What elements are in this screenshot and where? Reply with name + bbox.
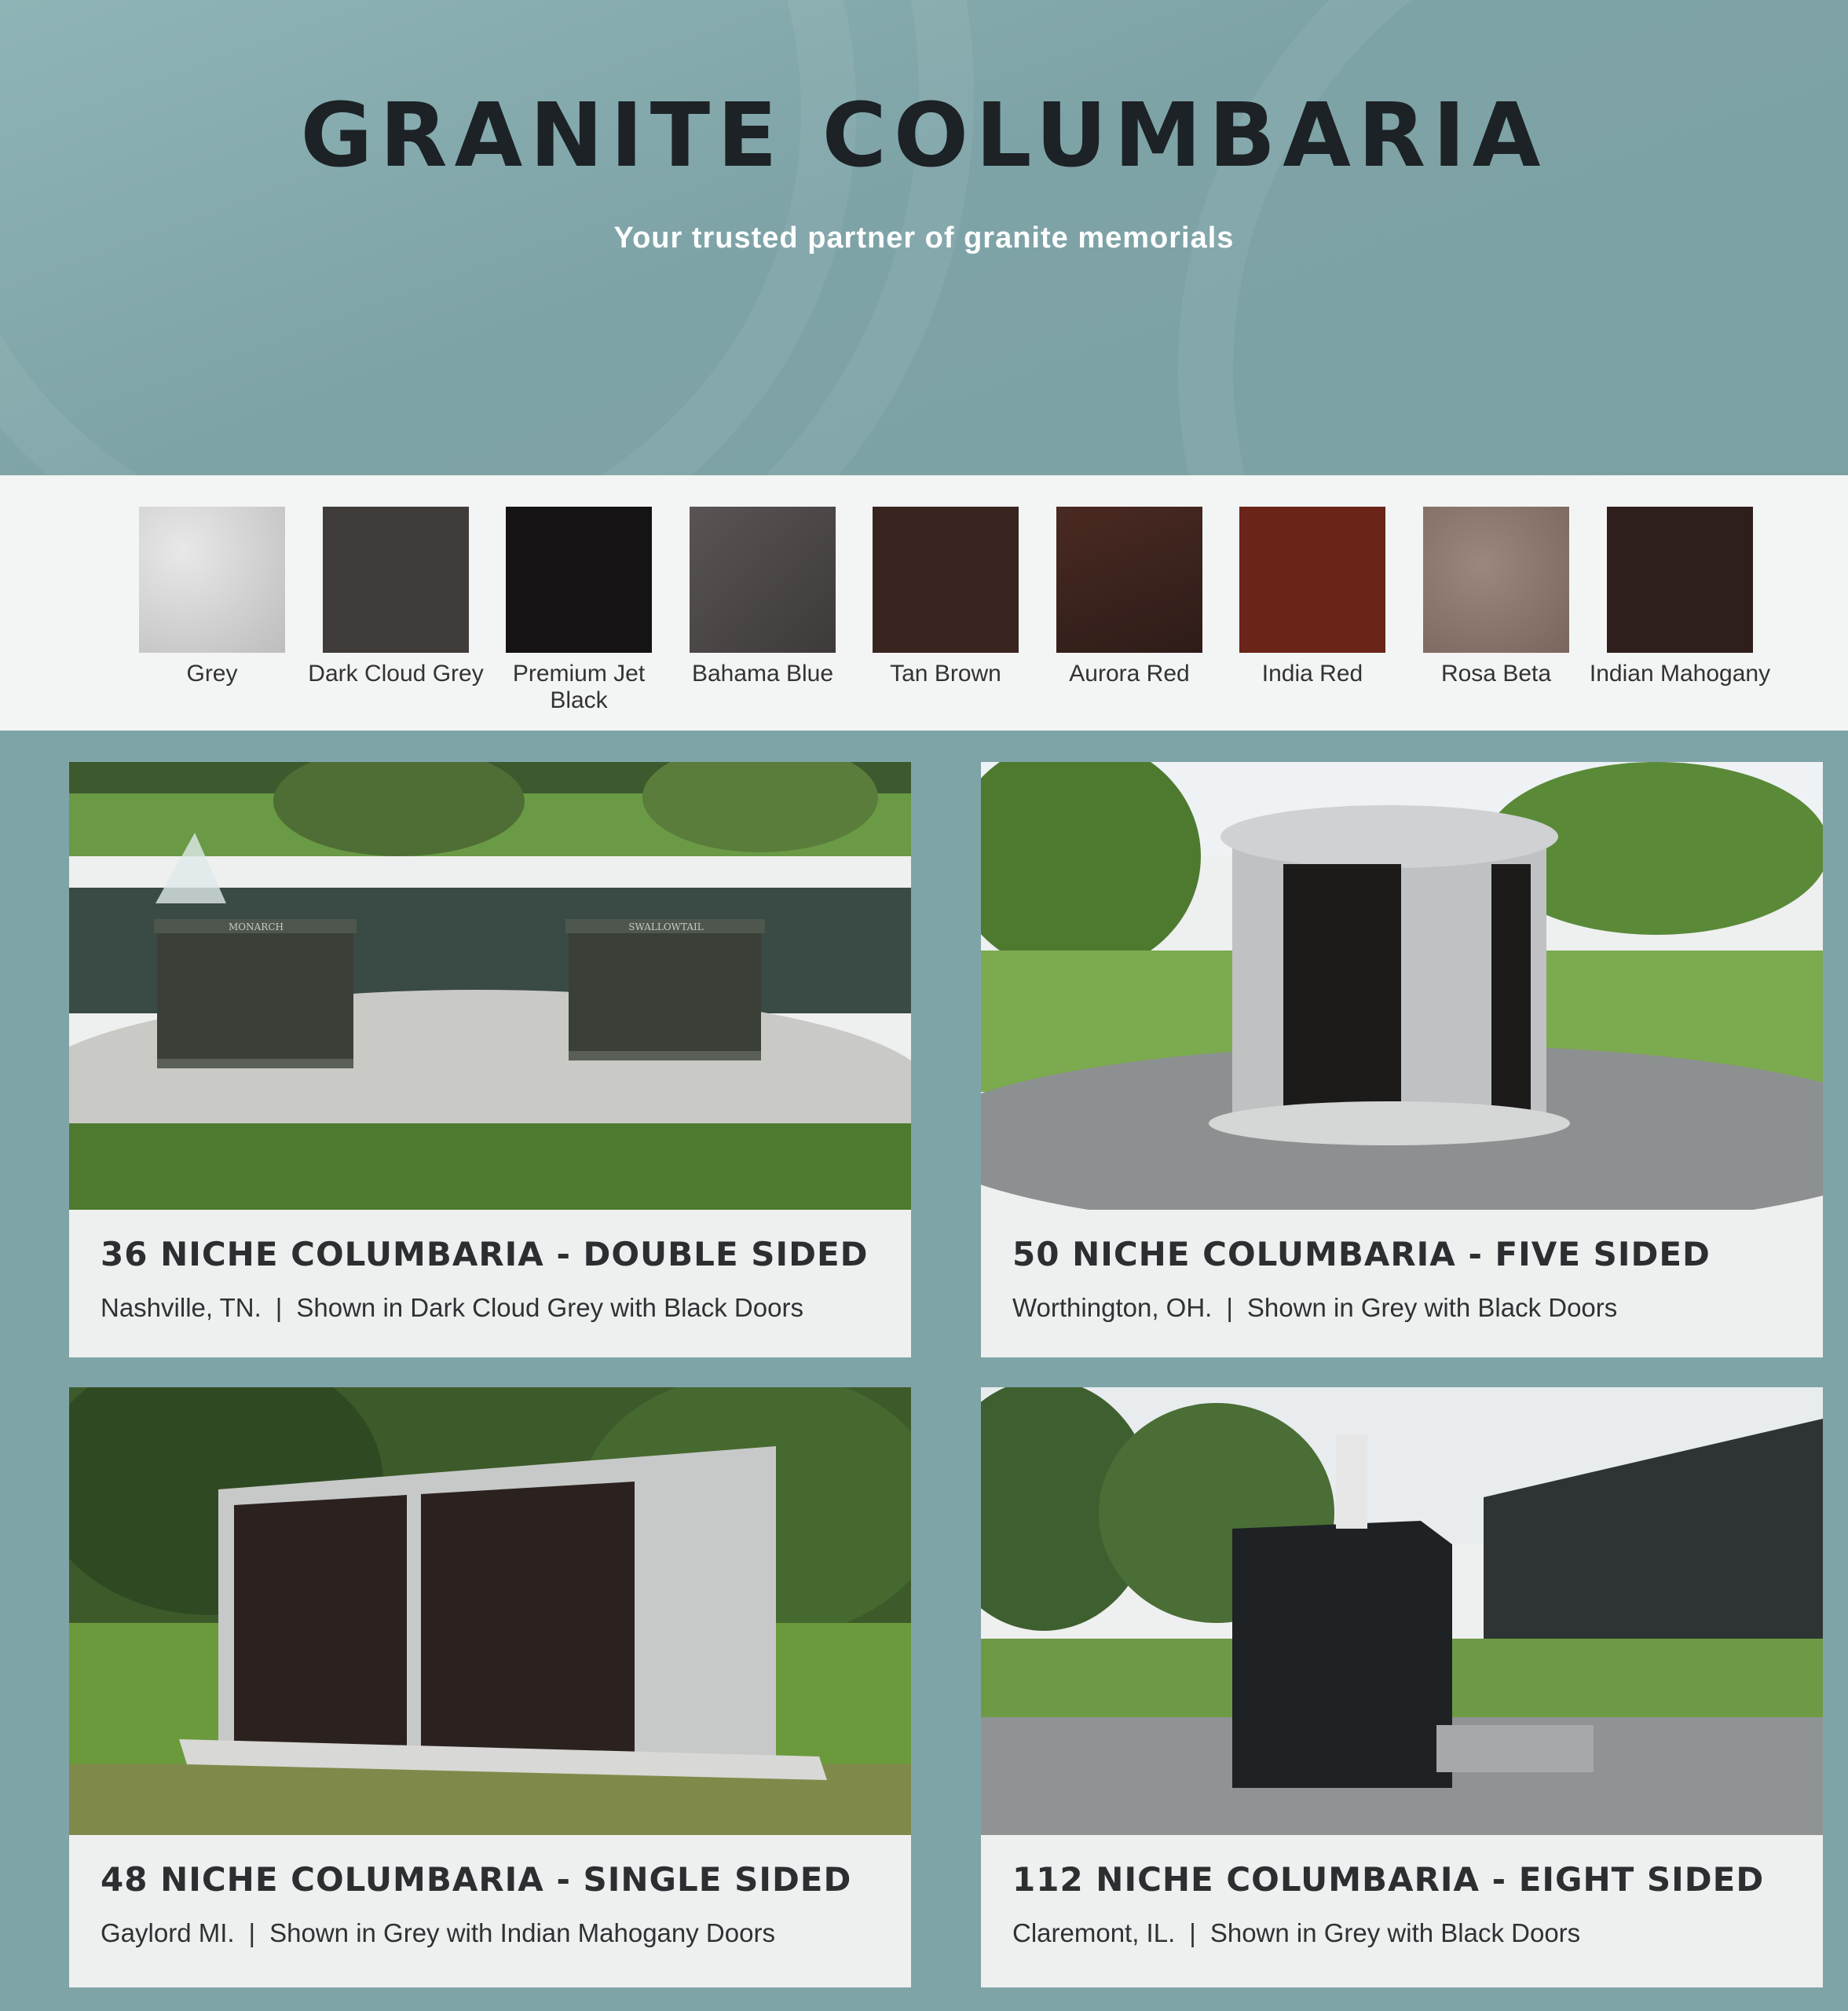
- product-photo: [981, 762, 1823, 1210]
- swatch-label: Tan Brown: [890, 661, 1001, 687]
- caption-separator: |: [1226, 1293, 1233, 1322]
- product-card-112-niche: [981, 1387, 1823, 1987]
- product-photo: [69, 762, 911, 1210]
- product-title: 48 NICHE COLUMBARIA - SINGLE SIDED: [101, 1860, 852, 1899]
- swatch-grey: [139, 507, 285, 653]
- swatch-aurora-red: [1056, 507, 1202, 653]
- page-subtitle: Your trusted partner of granite memorials: [613, 222, 1235, 255]
- page-title: GRANITE COLUMBARIA: [300, 85, 1548, 187]
- swatch-india-red: [1239, 507, 1385, 653]
- swatch-label: Premium Jet Black: [512, 661, 646, 713]
- product-location: Worthington, OH.: [1012, 1293, 1213, 1322]
- product-description: Shown in Grey with Black Doors: [1209, 1918, 1581, 1947]
- swatch-label: Bahama Blue: [691, 661, 834, 687]
- swatch-rosa-beta: [1423, 507, 1569, 653]
- columbarium-right: [565, 919, 765, 1060]
- caption-separator: |: [275, 1293, 283, 1322]
- swatch-tan-brown: [873, 507, 1019, 653]
- swatch-dark-cloud-grey: [323, 507, 469, 653]
- product-card-50-niche: [981, 762, 1823, 1357]
- caption-separator: |: [248, 1918, 256, 1947]
- product-title: 36 NICHE COLUMBARIA - DOUBLE SIDED: [101, 1235, 869, 1273]
- swatch-indian-mahogany: [1607, 507, 1753, 653]
- swatch-label: Grey: [186, 661, 238, 687]
- product-location: Gaylord MI.: [101, 1918, 235, 1947]
- swatch-label: Aurora Red: [1069, 661, 1190, 687]
- product-card-36-niche: [69, 762, 911, 1357]
- swatch-label: Indian Mahogany: [1589, 661, 1771, 687]
- product-caption: [1012, 1918, 1580, 1948]
- swatch-label: India Red: [1261, 661, 1363, 687]
- swatch-label: Rosa Beta: [1440, 661, 1552, 687]
- product-location: Nashville, TN.: [101, 1293, 262, 1322]
- columbarium-left: [154, 919, 357, 1068]
- product-photo: [69, 1387, 911, 1835]
- swatch-label: Dark Cloud Grey: [308, 661, 484, 687]
- swatch-bahama-blue: [690, 507, 836, 653]
- product-title: 50 NICHE COLUMBARIA - FIVE SIDED: [1012, 1235, 1711, 1273]
- swatch-premium-jet-black: [506, 507, 652, 653]
- product-card-48-niche: [69, 1387, 911, 1987]
- granite-color-swatches: [0, 475, 1848, 731]
- caption-separator: |: [1189, 1918, 1196, 1947]
- product-location: Claremont, IL.: [1012, 1918, 1176, 1947]
- product-description: Shown in Grey with Black Doors: [1246, 1293, 1618, 1322]
- product-caption: [101, 1918, 775, 1948]
- engraving-monarch: MONARCH: [229, 921, 284, 932]
- page-header: [0, 0, 1848, 475]
- product-caption: [1012, 1293, 1617, 1323]
- product-photo: [981, 1387, 1823, 1835]
- product-description: Shown in Dark Cloud Grey with Black Doors: [296, 1293, 803, 1322]
- product-caption: [101, 1293, 803, 1323]
- product-description: Shown in Grey with Indian Mahogany Doors: [269, 1918, 775, 1947]
- product-title: 112 NICHE COLUMBARIA - EIGHT SIDED: [1012, 1860, 1765, 1899]
- engraving-swallowtail: SWALLOWTAIL: [628, 921, 704, 932]
